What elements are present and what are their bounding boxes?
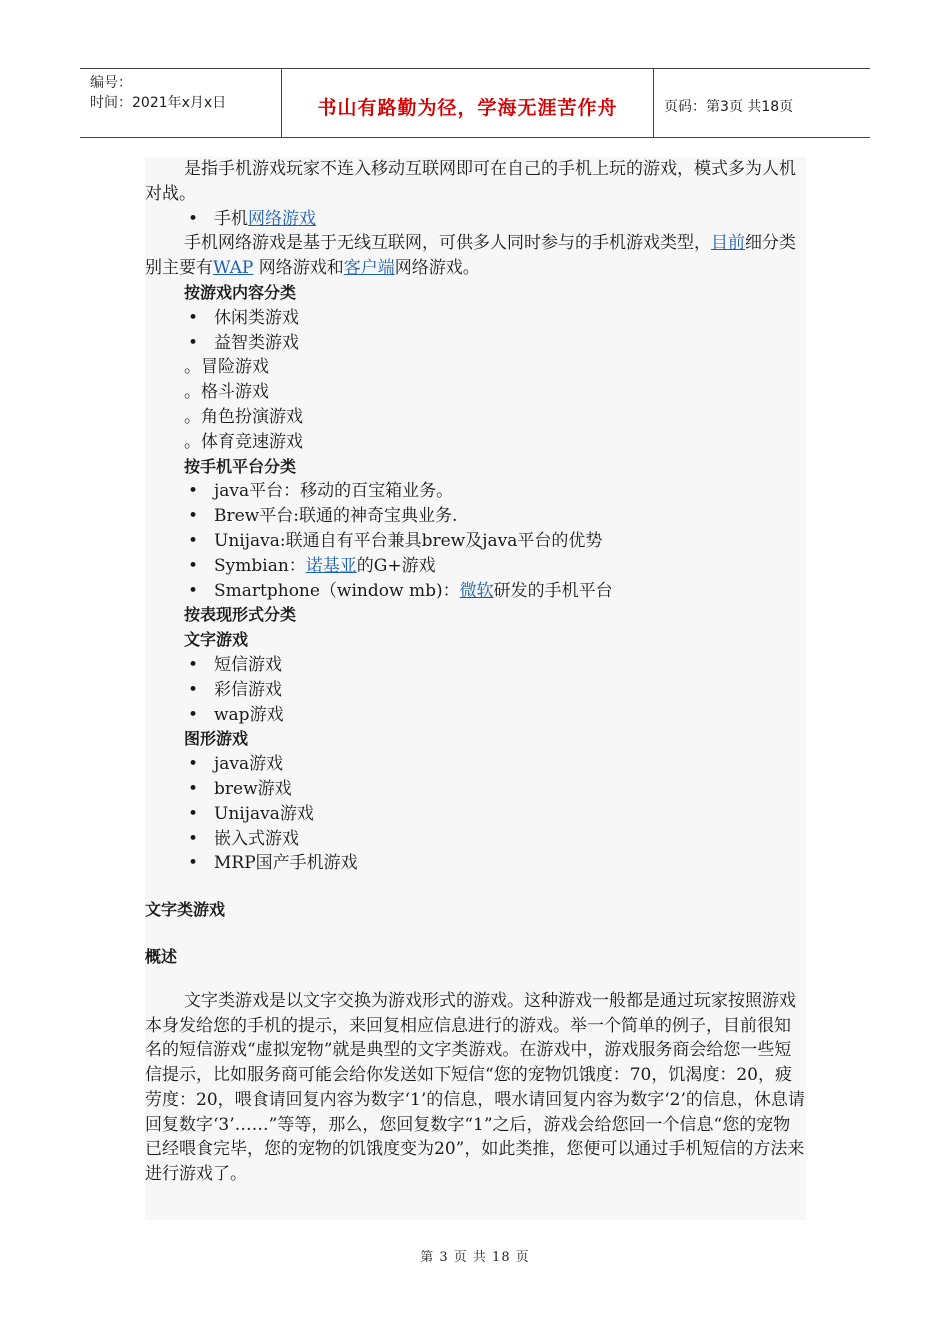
header-motto-cell xyxy=(282,69,654,137)
document-time-label: 时间：2021年x月x日 xyxy=(90,95,227,111)
bullet-icon: • xyxy=(188,704,199,725)
bullet-icon: • xyxy=(188,853,199,874)
list-item: 。格斗游戏 xyxy=(184,382,269,403)
heading-by-content: 按游戏内容分类 xyxy=(184,282,297,302)
list-item: 。体育竞速游戏 xyxy=(184,431,303,452)
heading-by-form: 按表现形式分类 xyxy=(184,605,297,625)
list-item: • 彩信游戏 xyxy=(145,678,806,703)
document-body xyxy=(145,157,806,1220)
bullet-icon: • xyxy=(188,778,199,799)
spacer xyxy=(145,970,806,989)
list-item: • java游戏 xyxy=(145,752,806,777)
list-item: • java平台：移动的百宝箱业务。 xyxy=(145,479,806,504)
bullet-icon: • xyxy=(188,654,199,675)
list-item-online-games: • 手机网络游戏 xyxy=(145,207,806,232)
header-page-info: 页码：第3页 共18页 xyxy=(664,99,794,115)
page-header xyxy=(80,68,870,138)
list-item: • Unijava:联通自有平台兼具brew及java平台的优势 xyxy=(145,529,806,554)
overview-title: 概述 xyxy=(145,946,178,966)
heading-by-platform: 按手机平台分类 xyxy=(184,456,297,476)
link-currently[interactable]: 目前 xyxy=(711,233,745,254)
list-item: • 短信游戏 xyxy=(145,653,806,678)
document-number-label: 编号： xyxy=(90,75,132,91)
list-item: • Unijava游戏 xyxy=(145,802,806,827)
link-microsoft[interactable]: 微软 xyxy=(459,580,494,601)
link-nokia[interactable]: 诺基亚 xyxy=(305,555,357,576)
list-item: • MRP国产手机游戏 xyxy=(145,851,806,876)
bullet-icon: • xyxy=(188,679,199,700)
link-wap[interactable]: WAP xyxy=(213,258,254,279)
bullet-icon: • xyxy=(188,754,199,775)
bullet-icon: • xyxy=(188,506,199,527)
heading-text-games: 文字游戏 xyxy=(184,630,249,650)
list-item-symbian: • Symbian：诺基亚的G+游戏 xyxy=(145,554,806,579)
section-title: 文字类游戏 xyxy=(145,900,226,920)
header-motto: 书山有路勤为径，学海无涯苦作舟 xyxy=(317,96,618,119)
list-item: • brew游戏 xyxy=(145,777,806,802)
heading-graphic-games: 图形游戏 xyxy=(184,729,249,749)
bullet-icon: • xyxy=(188,803,199,824)
list-item: • wap游戏 xyxy=(145,703,806,728)
page-footer: 第 3 页 共 18 页 xyxy=(420,1250,530,1265)
list-item: 。角色扮演游戏 xyxy=(184,406,303,427)
bullet-icon: • xyxy=(188,481,199,502)
spacer xyxy=(145,923,806,945)
list-item: • 益智类游戏 xyxy=(145,331,806,356)
online-games-paragraph: 手机网络游戏是基于无线互联网，可供多人同时参与的手机游戏类型，目前细分类别主要有WAP 网络游戏和客户端网络游戏。 xyxy=(145,233,796,279)
bullet-icon: • xyxy=(188,580,199,601)
bullet-icon: • xyxy=(188,208,199,229)
list-item: • 休闲类游戏 xyxy=(145,306,806,331)
bullet-icon: • xyxy=(188,307,199,328)
list-item: • 嵌入式游戏 xyxy=(145,827,806,852)
overview-paragraph: 文字类游戏是以文字交换为游戏形式的游戏。这种游戏一般都是通过玩家按照游戏本身发给您的手机的提示，来回复相应信息进行的游戏。举一个简单的例子，目前很知名的短信游戏“虚拟宠物”就是典型的文字类游戏。在游戏中，游戏服务商会给您一些短信提示，比如服务商可能会给你发送如下短信“您的宠物饥饿度：70，饥渴度：20，疲劳度：20，喂食请回复内容为数字‘1’的信息，喂水请回复内容为数字‘2’的信息，休息请回复数字‘3’……”等等，那么，您回复数字“1”之后，游戏会给您回一个信息“您的宠物已经喂食完毕，您的宠物的饥饿度变为20”，如此类推，您便可以通过手机短信的方法来进行游戏了。 xyxy=(145,990,805,1185)
bullet-icon: • xyxy=(188,530,199,551)
bullet-icon: • xyxy=(188,828,199,849)
header-page-cell xyxy=(654,69,870,137)
bullet-icon: • xyxy=(188,555,199,576)
link-client[interactable]: 客户端 xyxy=(343,258,395,279)
list-item-smartphone: • Smartphone（window mb)：微软研发的手机平台 xyxy=(145,579,806,604)
list-item: • Brew平台:联通的神奇宝典业务. xyxy=(145,504,806,529)
header-meta-cell xyxy=(80,69,282,137)
spacer xyxy=(145,876,806,898)
intro-paragraph: 是指手机游戏玩家不连入移动互联网即可在自己的手机上玩的游戏，模式多为人机对战。 xyxy=(145,159,796,204)
list-item: 。冒险游戏 xyxy=(184,357,269,378)
bullet-icon: • xyxy=(188,332,199,353)
link-online-games[interactable]: 网络游戏 xyxy=(248,208,316,229)
